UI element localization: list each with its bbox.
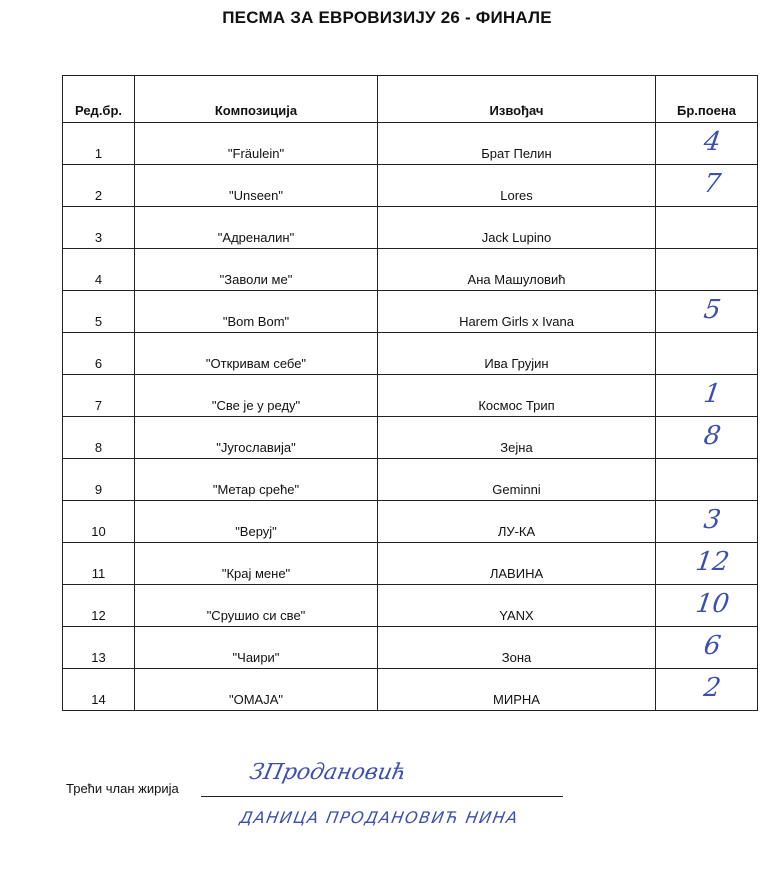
points-value-cell	[656, 585, 758, 627]
points-value-cell	[656, 123, 758, 165]
row-number: 9	[94, 482, 103, 497]
row-number-cell	[63, 291, 135, 333]
song-title-cell	[135, 165, 378, 207]
row-number-cell	[63, 207, 135, 249]
song-title: "Unseen"	[228, 188, 284, 203]
song-title-cell	[135, 501, 378, 543]
row-number-cell	[63, 543, 135, 585]
artist-name: Geminni	[492, 482, 541, 497]
artist-name-cell	[378, 123, 656, 165]
header-song: Композиција	[135, 76, 378, 123]
row-number-cell	[63, 459, 135, 501]
song-title-cell	[135, 375, 378, 417]
handwritten-points: 10	[693, 589, 732, 619]
row-number: 8	[94, 440, 103, 455]
handwritten-points: 2	[702, 673, 723, 703]
artist-name-cell	[378, 459, 656, 501]
song-title-cell	[135, 249, 378, 291]
header-points: Бр.поена	[656, 76, 758, 123]
row-number-cell	[63, 417, 135, 459]
song-title: "Веруј"	[235, 524, 277, 539]
artist-name: Брат Пелин	[481, 146, 552, 161]
artist-name: Harem Girls x Ivana	[459, 314, 574, 329]
row-number: 11	[91, 566, 106, 581]
artist-name: YANX	[499, 608, 534, 623]
points-value-cell	[656, 333, 758, 375]
artist-name-cell	[378, 291, 656, 333]
row-number-cell	[63, 669, 135, 711]
points-value-cell	[656, 249, 758, 291]
juror-label: Трећи члан жирија	[66, 781, 179, 796]
table-row	[63, 501, 758, 543]
table-row	[63, 207, 758, 249]
row-number: 3	[94, 230, 103, 245]
row-number: 1	[94, 146, 103, 161]
signature-scribble: ЗПродановић	[247, 760, 409, 785]
song-title: "Метар среће"	[212, 482, 300, 497]
song-title: "Bom Bom"	[222, 314, 290, 329]
table-row	[63, 291, 758, 333]
artist-name-cell	[378, 333, 656, 375]
artist-name-cell	[378, 375, 656, 417]
song-title: "Све је у реду"	[211, 398, 301, 413]
row-number-cell	[63, 249, 135, 291]
table-row	[63, 249, 758, 291]
artist-name: ЛАВИНА	[489, 566, 544, 581]
artist-name: ЛУ-КА	[497, 524, 536, 539]
row-number: 6	[94, 356, 103, 371]
song-title-cell	[135, 543, 378, 585]
row-number: 4	[94, 272, 103, 287]
handwritten-points: 3	[702, 505, 723, 535]
handwritten-points: 1	[702, 379, 723, 409]
artist-name-cell	[378, 249, 656, 291]
artist-name: Зејна	[500, 440, 533, 455]
points-value-cell	[656, 417, 758, 459]
header-artist: Извођач	[378, 76, 656, 123]
artist-name: Зона	[501, 650, 532, 665]
row-number-cell	[63, 375, 135, 417]
artist-name-cell	[378, 627, 656, 669]
row-number-cell	[63, 627, 135, 669]
juror-printed-name: ДАНИЦА ПРОДАНОВИЋ НИНА	[238, 808, 521, 827]
song-title-cell	[135, 459, 378, 501]
signature-line	[201, 796, 563, 797]
artist-name: Lores	[500, 188, 533, 203]
song-title-cell	[135, 207, 378, 249]
artist-name: Ана Машуловић	[467, 272, 566, 287]
artist-name-cell	[378, 207, 656, 249]
table-row	[63, 123, 758, 165]
row-number: 14	[91, 692, 106, 707]
row-number-cell	[63, 165, 135, 207]
points-value-cell	[656, 543, 758, 585]
handwritten-points: 6	[702, 631, 723, 661]
points-value-cell	[656, 627, 758, 669]
row-number-cell	[63, 585, 135, 627]
table-row	[63, 417, 758, 459]
table-row	[63, 543, 758, 585]
handwritten-points: 5	[702, 295, 723, 325]
row-number: 10	[91, 524, 106, 539]
table-header-row	[63, 76, 758, 123]
row-number-cell	[63, 501, 135, 543]
table-row	[63, 669, 758, 711]
row-number: 7	[94, 398, 103, 413]
artist-name-cell	[378, 501, 656, 543]
song-title-cell	[135, 669, 378, 711]
artist-name-cell	[378, 669, 656, 711]
artist-name-cell	[378, 585, 656, 627]
artist-name-cell	[378, 417, 656, 459]
voting-table	[62, 75, 758, 711]
song-title: "Заволи ме"	[219, 272, 293, 287]
song-title: "Крај мене"	[221, 566, 291, 581]
points-value-cell	[656, 207, 758, 249]
song-title-cell	[135, 585, 378, 627]
handwritten-points: 12	[693, 547, 732, 577]
table-row	[63, 165, 758, 207]
table-row	[63, 375, 758, 417]
row-number: 5	[94, 314, 103, 329]
song-title-cell	[135, 417, 378, 459]
artist-name: МИРНА	[493, 692, 540, 707]
points-value-cell	[656, 669, 758, 711]
row-number: 13	[91, 650, 106, 665]
song-title: "Југославија"	[216, 440, 296, 455]
song-title-cell	[135, 123, 378, 165]
table-row	[63, 585, 758, 627]
artist-name: Jack Lupino	[481, 230, 552, 245]
artist-name: Ива Грујин	[484, 356, 549, 371]
artist-name-cell	[378, 165, 656, 207]
points-value-cell	[656, 291, 758, 333]
handwritten-points: 7	[702, 169, 723, 199]
row-number: 12	[91, 608, 106, 623]
table-row	[63, 333, 758, 375]
song-title: "Чаири"	[232, 650, 280, 665]
handwritten-points: 4	[702, 127, 723, 157]
artist-name-cell	[378, 543, 656, 585]
row-number-cell	[63, 123, 135, 165]
handwritten-points: 8	[702, 421, 723, 451]
song-title: "Fräulein"	[227, 146, 285, 161]
song-title-cell	[135, 627, 378, 669]
points-value-cell	[656, 375, 758, 417]
row-number-cell	[63, 333, 135, 375]
song-title-cell	[135, 291, 378, 333]
table-row	[63, 627, 758, 669]
page-title: ПЕСМА ЗА ЕВРОВИЗИЈУ 26 - ФИНАЛЕ	[222, 8, 552, 27]
song-title-cell	[135, 333, 378, 375]
artist-name: Космос Трип	[478, 398, 555, 413]
song-title: "ОМАЈА"	[228, 692, 283, 707]
table-row	[63, 459, 758, 501]
song-title: "Адреналин"	[217, 230, 295, 245]
points-value-cell	[656, 459, 758, 501]
song-title: "Откривам себе"	[205, 356, 307, 371]
header-number: Ред.бр.	[63, 76, 135, 123]
song-title: "Срушио си све"	[206, 608, 306, 623]
points-value-cell	[656, 165, 758, 207]
row-number: 2	[94, 188, 103, 203]
points-value-cell	[656, 501, 758, 543]
